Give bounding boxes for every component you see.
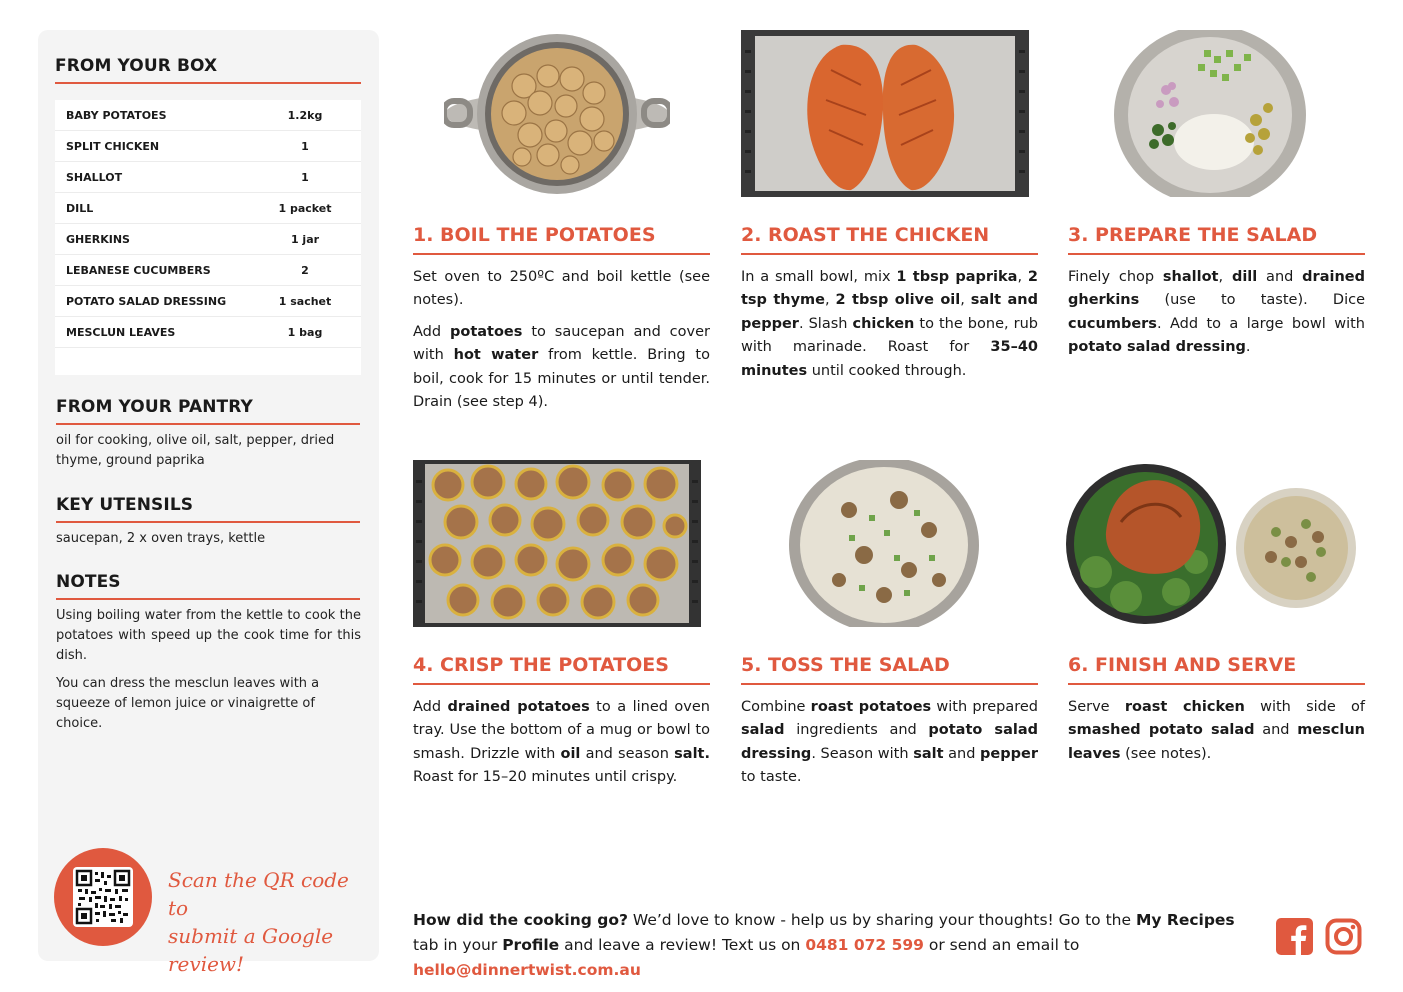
text: Add <box>413 699 448 715</box>
ingredient-name: DILL <box>66 201 94 215</box>
step-4-text <box>413 696 710 798</box>
bold-text: dill <box>1231 269 1258 285</box>
divider <box>55 82 361 84</box>
text: , <box>1017 269 1028 285</box>
step-paragraph <box>741 696 1038 790</box>
divider <box>56 521 360 523</box>
table-row <box>55 131 361 162</box>
finished-plates-image <box>1066 462 1358 627</box>
step-paragraph <box>1068 696 1365 766</box>
step-4-title: 4. CRISP THE POTATOES <box>413 654 669 676</box>
text: with prepared <box>931 699 1038 715</box>
ingredient-qty: 1 sachet <box>278 294 332 308</box>
note-2: You can dress the mesclun leaves with a squeeze of lemon juice or vinaigrette of choice. <box>56 676 320 731</box>
divider <box>413 683 710 685</box>
qr-caption <box>168 866 368 978</box>
ingredient-qty: 1 packet <box>278 201 332 215</box>
profile-link[interactable]: Profile <box>502 936 560 954</box>
text: to the bone, rub with marinade. Roast for <box>741 315 1038 356</box>
text: Serve <box>1068 699 1125 715</box>
footer-text: or send an email to <box>923 936 1080 954</box>
step-2-text <box>741 266 1038 391</box>
bold-text: 35–40 minutes <box>741 339 1038 379</box>
bold-text: chicken <box>852 315 915 332</box>
bold-text: 1 tbsp paprika <box>896 269 1018 285</box>
instagram-icon[interactable] <box>1325 918 1362 955</box>
bold-text: pepper <box>980 745 1039 762</box>
table-row <box>55 255 361 286</box>
divider <box>1068 253 1365 255</box>
text: . Slash <box>798 315 853 332</box>
note-1: Using boiling water from the kettle to cook the potatoes with speed up the cook time for this dish. <box>56 608 361 663</box>
bold-text: salt <box>913 745 944 762</box>
pantry-title: FROM YOUR PANTRY <box>56 397 253 417</box>
table-row <box>55 317 361 348</box>
ingredient-qty: 1 jar <box>290 232 320 246</box>
text: . <box>1245 339 1251 356</box>
step-2-title: 2. ROAST THE CHICKEN <box>741 224 990 246</box>
ingredient-qty: 1 bag <box>287 325 323 339</box>
salad-bowl-image <box>1114 30 1306 197</box>
text: . Add to a large bowl with <box>1156 315 1365 332</box>
text: , <box>960 292 971 309</box>
bold-text: 2 tsp thyme <box>741 269 1038 309</box>
bold-text: hot water <box>453 347 539 364</box>
divider <box>56 423 360 425</box>
bold-text: salad <box>741 722 785 739</box>
step-paragraph <box>1068 266 1365 360</box>
text: . Season with <box>811 745 914 762</box>
text: Set oven to 250ºC and boil kettle (see notes). <box>413 269 710 309</box>
step-1-title: 1. BOIL THE POTATOES <box>413 224 656 246</box>
text: Add <box>413 323 450 340</box>
bold-text: mesclun leaves <box>1068 722 1365 762</box>
bold-text: drained potatoes <box>447 699 590 715</box>
from-box-title: FROM YOUR BOX <box>55 56 218 76</box>
text: In a small bowl, mix <box>741 269 897 285</box>
divider <box>741 253 1038 255</box>
ingredient-name: SHALLOT <box>66 170 123 184</box>
bold-text: potatoes <box>449 323 523 340</box>
ingredient-qty: 1 <box>301 139 309 153</box>
step-5-text <box>741 696 1038 798</box>
divider <box>413 253 710 255</box>
bold-text: potato salad dressing <box>1068 339 1246 356</box>
bold-text: 2 tbsp olive oil <box>835 292 961 309</box>
divider <box>741 683 1038 685</box>
step-6-title: 6. FINISH AND SERVE <box>1068 654 1297 676</box>
text: with side of <box>1244 699 1365 715</box>
text: (use to taste). Dice <box>1139 292 1365 309</box>
step-paragraph <box>413 321 710 415</box>
bold-text: smashed potato salad <box>1068 722 1255 739</box>
ingredient-qty: 2 <box>301 263 309 277</box>
ingredient-name: BABY POTATOES <box>66 108 167 122</box>
bold-text: drained gherkins <box>1068 269 1365 309</box>
text: , <box>1218 269 1232 285</box>
email-link[interactable]: hello@dinnertwist.com.au <box>413 961 641 979</box>
ingredient-qty: 1 <box>301 170 309 184</box>
qr-code-icon <box>73 867 133 927</box>
footer-text: We’d love to know - help us by sharing your thoughts! Go to the <box>627 911 1136 929</box>
step-5-title: 5. TOSS THE SALAD <box>741 654 950 676</box>
smashed-potatoes-tray-image <box>413 460 701 627</box>
facebook-icon[interactable] <box>1276 918 1313 955</box>
step-1-text <box>413 266 710 422</box>
ingredient-name: GHERKINS <box>66 232 130 246</box>
text: to saucepan and cover with <box>413 323 710 364</box>
step-3-text <box>1068 266 1365 368</box>
utensils-title: KEY UTENSILS <box>56 495 194 515</box>
text: to a lined oven tray. Use the bottom of a mug or bowl to smash. Drizzle with <box>413 699 710 762</box>
text: from kettle. Bring to boil, cook for 15 minutes or until tender. Drain (see step 4). <box>413 347 710 411</box>
step-paragraph <box>413 696 710 790</box>
qr-badge[interactable] <box>54 848 152 946</box>
bold-text: cucumbers <box>1068 315 1157 332</box>
footer-question: How did the cooking go? <box>413 911 628 929</box>
bold-text: oil <box>560 745 581 762</box>
chicken-tray-image <box>741 30 1029 197</box>
text: and <box>1257 269 1303 285</box>
text: Roast for 15–20 minutes until crispy. <box>413 769 678 786</box>
text: Combine <box>741 699 811 715</box>
potatoes-pot-image <box>444 31 670 197</box>
text: and season <box>580 745 675 762</box>
bold-text: salt. <box>674 745 710 762</box>
text: until cooked through. <box>807 362 967 379</box>
bold-text: roast chicken <box>1124 699 1245 715</box>
table-row <box>55 162 361 193</box>
footer-text: tab in your <box>413 936 503 954</box>
table-row <box>55 193 361 224</box>
ingredient-name: SPLIT CHICKEN <box>66 139 160 153</box>
text: ingredients and <box>784 722 929 739</box>
ingredient-name: MESCLUN LEAVES <box>66 325 176 339</box>
table-row <box>55 286 361 317</box>
phone-link[interactable]: 0481 072 599 <box>805 936 924 954</box>
utensils-text: saucepan, 2 x oven trays, kettle <box>56 531 266 546</box>
divider <box>56 598 360 600</box>
divider <box>1068 683 1365 685</box>
notes-title: NOTES <box>56 572 121 592</box>
bold-text: potato salad dressing <box>741 722 1038 762</box>
step-3-title: 3. PREPARE THE SALAD <box>1068 224 1318 246</box>
text: , <box>824 292 836 309</box>
text: to taste. <box>741 769 802 786</box>
sidebar <box>38 30 379 976</box>
table-row <box>55 100 361 131</box>
text: Finely chop <box>1068 269 1163 285</box>
ingredient-name: LEBANESE CUCUMBERS <box>66 263 211 277</box>
step-paragraph <box>413 266 710 313</box>
bold-text: shallot <box>1162 269 1219 285</box>
step-6-text <box>1068 696 1365 774</box>
table-row <box>55 224 361 255</box>
qr-caption-line-2: submit a Google review! <box>168 924 334 976</box>
pantry-text: oil for cooking, olive oil, salt, pepper, dried thyme, ground paprika <box>56 433 335 468</box>
footer-text: and leave a review! Text us on <box>559 936 806 954</box>
ingredient-name: POTATO SALAD DRESSING <box>66 294 227 308</box>
text: and <box>943 745 981 762</box>
ingredients-table <box>55 100 361 375</box>
ingredient-qty: 1.2kg <box>287 108 323 122</box>
tossed-salad-image <box>789 460 979 627</box>
my-recipes-link[interactable]: My Recipes <box>1135 911 1235 929</box>
bold-text: salt and pepper <box>741 292 1038 332</box>
step-paragraph <box>741 266 1038 383</box>
qr-caption-line-1: Scan the QR code to <box>168 868 349 920</box>
text: and <box>1254 722 1298 739</box>
text: (see notes). <box>1120 745 1212 762</box>
bold-text: roast potatoes <box>810 699 932 715</box>
review-footer <box>413 908 1263 983</box>
